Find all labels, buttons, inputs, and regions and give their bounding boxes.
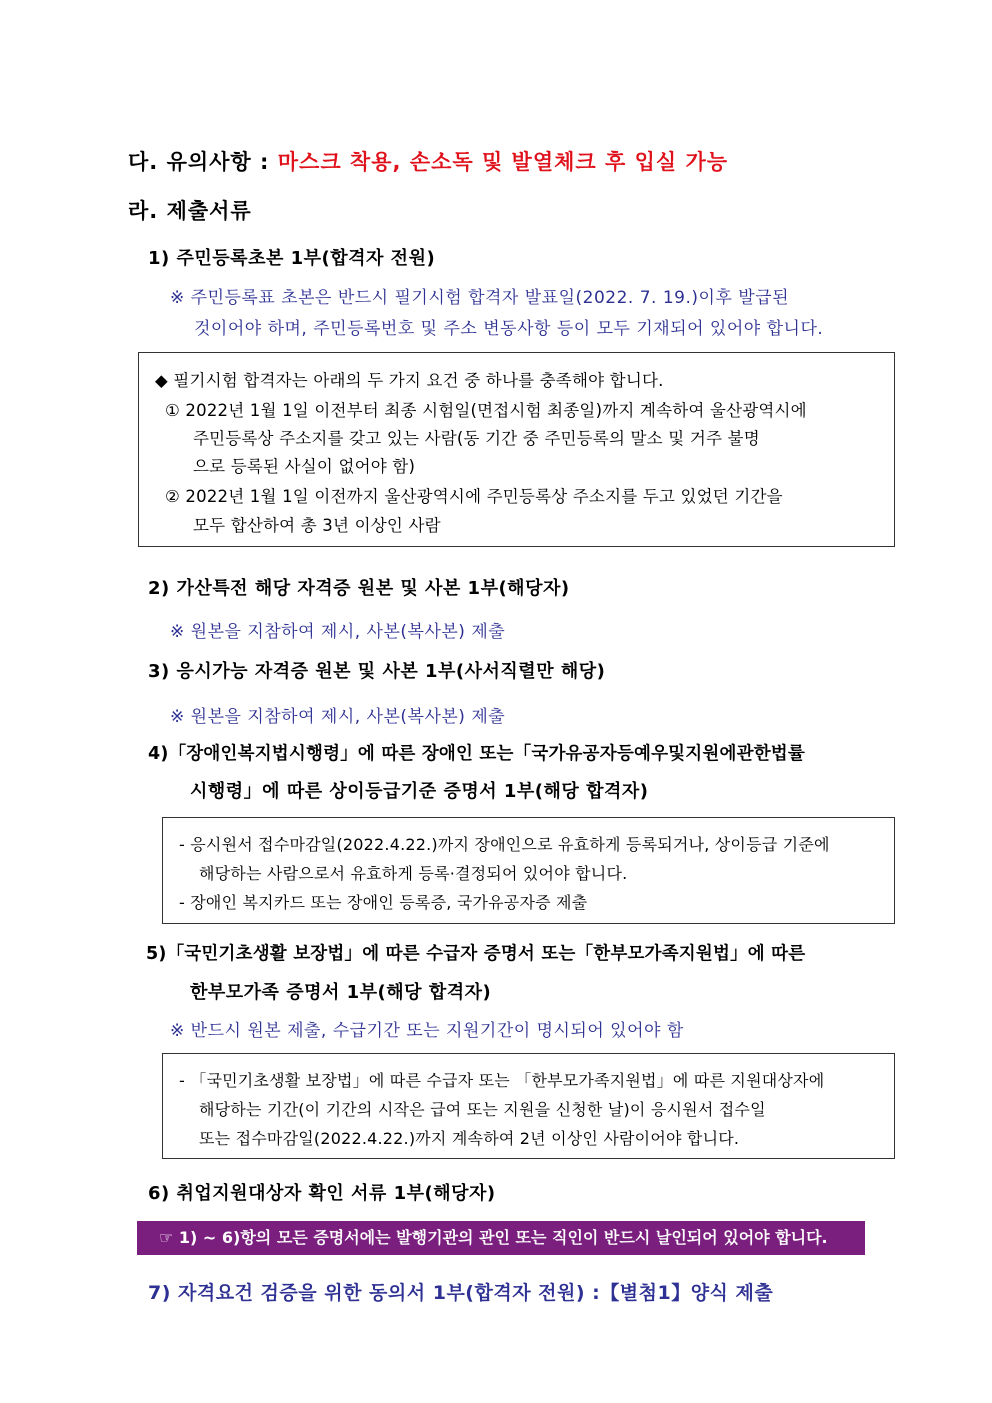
- item3-note: ※ 원본을 지참하여 제시, 사본(복사본) 제출: [170, 707, 506, 727]
- item2-note: ※ 원본을 지참하여 제시, 사본(복사본) 제출: [170, 622, 506, 642]
- item1-note-line2: 것이어야 하며, 주민등록번호 및 주소 변동사항 등이 모두 기재되어 있어야 합니다.: [194, 319, 824, 339]
- disability-requirement-box: [162, 817, 895, 924]
- box3-line: 또는 접수마감일(2022.4.22.)까지 계속하여 2년 이상인 사람이어야 합니다.: [199, 1129, 740, 1148]
- item6-title: 6) 취업지원대상자 확인 서류 1부(해당자): [148, 1183, 496, 1204]
- item1-note-line1: ※ 주민등록표 초본은 반드시 필기시험 합격자 발표일(2022. 7. 19.)이후 발급된: [170, 288, 790, 308]
- seal-requirement-banner: ☞ 1) ~ 6)항의 모든 증명서에는 발행기관의 관인 또는 직인이 반드시 날인되어 있어야 합니다.: [137, 1221, 865, 1255]
- item5-title-line1: 5)「국민기초생활 보장법」에 따른 수급자 증명서 또는「한부모가족지원법」에 따른: [146, 944, 806, 964]
- box1-line: 모두 합산하여 총 3년 이상인 사람: [193, 516, 441, 535]
- item3-title: 3) 응시가능 자격증 원본 및 사본 1부(사서직렬만 해당): [148, 661, 606, 682]
- box2-line: - 장애인 복지카드 또는 장애인 등록증, 국가유공자증 제출: [179, 893, 588, 912]
- box3-line: - 「국민기초생활 보장법」에 따른 수급자 또는 「한부모가족지원법」에 따른 지원대상자에: [179, 1071, 825, 1090]
- item2-title: 2) 가산특전 해당 자격증 원본 및 사본 1부(해당자): [148, 578, 570, 599]
- livelihood-requirement-box: [162, 1053, 895, 1159]
- box1-line: ② 2022년 1월 1일 이전까지 울산광역시에 주민등록상 주소지를 두고 있었던 기간을: [165, 487, 783, 506]
- box1-line: ① 2022년 1월 1일 이전부터 최종 시험일(면접시험 최종일)까지 계속하여 울산광역시에: [165, 401, 807, 420]
- section-da-heading: [128, 146, 728, 176]
- box1-line: 주민등록상 주소지를 갖고 있는 사람(동 기간 중 주민등록의 말소 및 거주 불명: [193, 429, 760, 448]
- item4-title-line1: 4)「장애인복지법시행령」에 따른 장애인 또는「국가유공자등예우및지원에관한법률: [148, 744, 806, 764]
- box1-line: 으로 등록된 사실이 없어야 함): [193, 457, 416, 476]
- residency-requirement-box: [138, 352, 895, 547]
- item7-consent: 7) 자격요건 검증을 위한 동의서 1부(합격자 전원) :【별첨1】양식 제출: [148, 1282, 774, 1304]
- box1-line: ◆ 필기시험 합격자는 아래의 두 가지 요건 중 하나를 충족해야 합니다.: [155, 371, 664, 390]
- box2-line: - 응시원서 접수마감일(2022.4.22.)까지 장애인으로 유효하게 등록되거나, 상이등급 기준에: [179, 835, 830, 854]
- box3-line: 해당하는 기간(이 기간의 시작은 급여 또는 지원을 신청한 날)이 응시원서 접수일: [199, 1100, 766, 1119]
- item1-title: 1) 주민등록초본 1부(합격자 전원): [148, 248, 436, 269]
- section-da-highlight: 마스크 착용, 손소독 및 발열체크 후 입실 가능: [277, 150, 729, 174]
- section-ra-heading: 라. 제출서류: [128, 199, 252, 223]
- item5-note: ※ 반드시 원본 제출, 수급기간 또는 지원기간이 명시되어 있어야 함: [170, 1021, 684, 1041]
- box2-line: 해당하는 사람으로서 유효하게 등록·결정되어 있어야 합니다.: [199, 864, 628, 883]
- item5-title-line2: 한부모가족 증명서 1부(해당 합격자): [190, 982, 492, 1003]
- section-da-label: 다. 유의사항 :: [128, 150, 270, 174]
- item4-title-line2: 시행령」에 따른 상이등급기준 증명서 1부(해당 합격자): [190, 781, 649, 802]
